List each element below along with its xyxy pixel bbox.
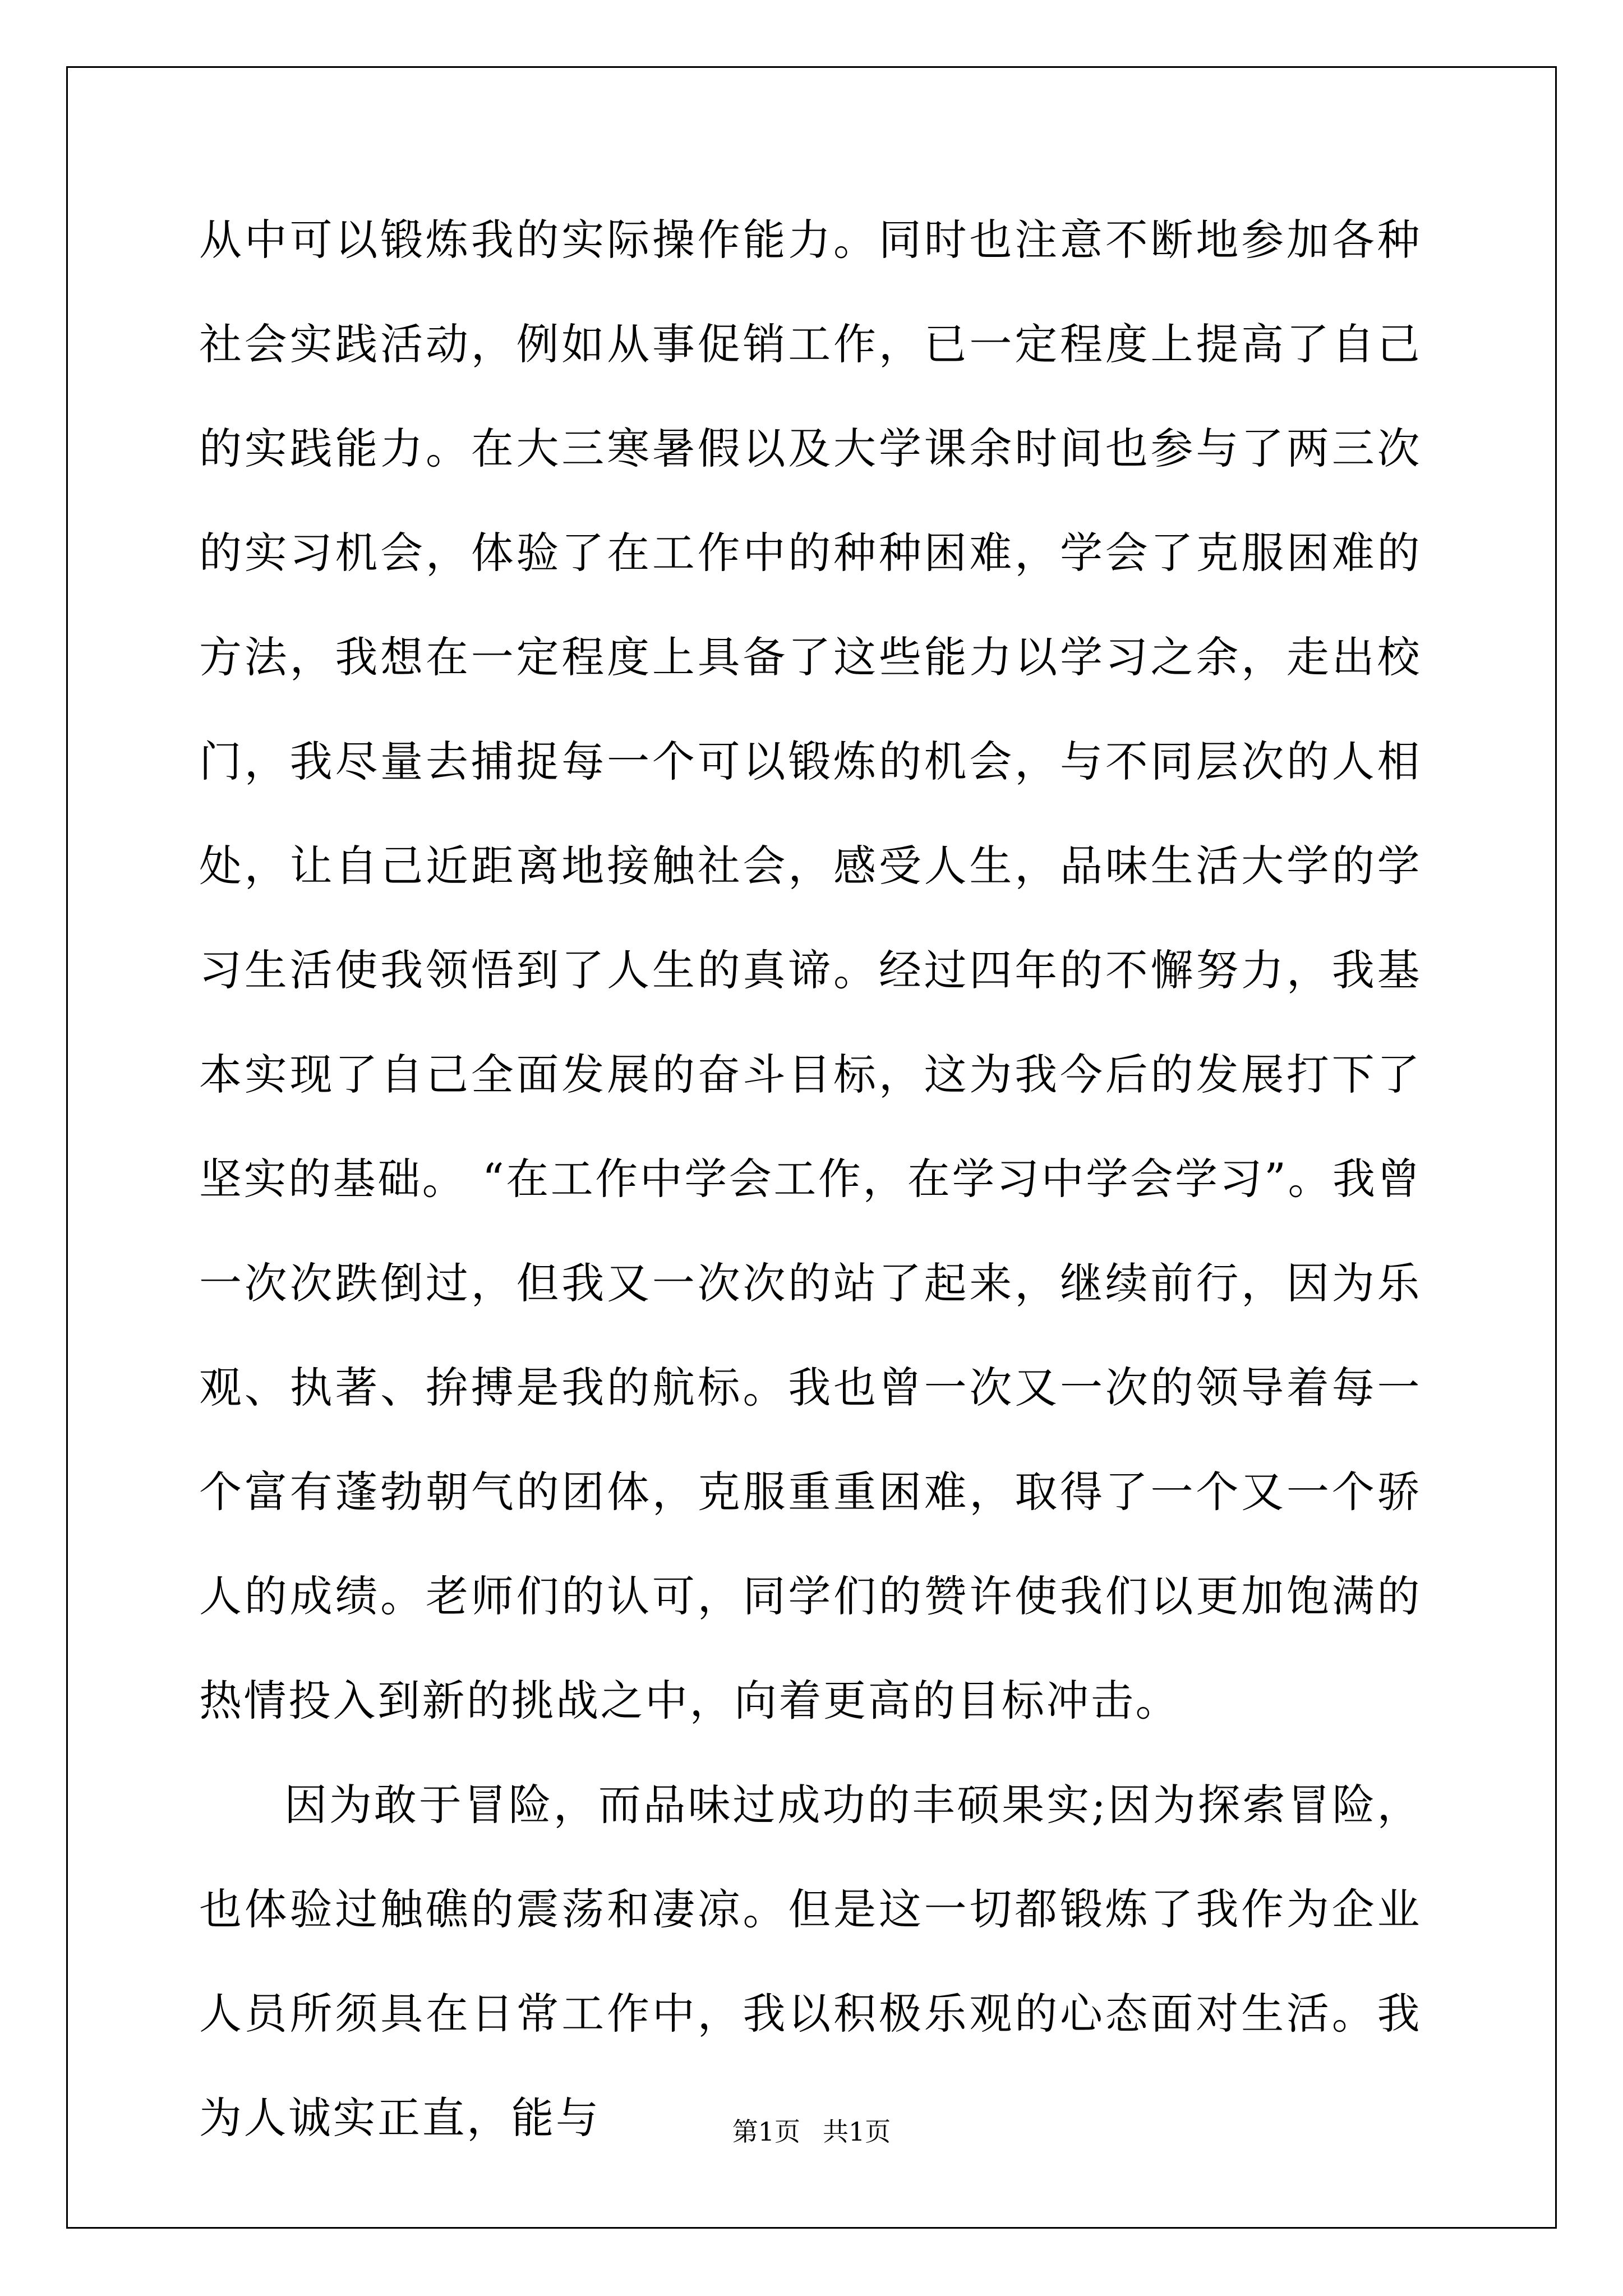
page-total: 共1页 — [823, 2116, 891, 2147]
document-body — [199, 188, 1422, 2170]
paragraph-1: 从中可以锻炼我的实际操作能力。同时也注意不断地参加各种社会实践活动，例如从事促销工作，已一定程度上提高了自己的实践能力。在大三寒暑假以及大学课余时间也参与了两三次的实习机会，体验了在工作中的种种困难，学会了克服困难的方法，我想在一定程度上具备了这些能力以学习之余，走出校门，我尽量去捕捉每一个可以锻炼的机会，与不同层次的人相处，让自己近距离地接触社会，感受人生，品味生活大学的学习生活使我领悟到了人生的真谛。经过四年的不懈努力，我基本实现了自己全面发展的奋斗目标，这为我今后的发展打下了坚实的基础。 “在工作中学会工作，在学习中学会学习”。我曾一次次跌倒过，但我又一次次的站了起来，继续前行，因为乐观、执著、拚搏是我的航标。我也曾一次又一次的领导着每一个富有蓬勃朝气的团体，克服重重困难，取得了一个又一个骄人的成绩。老师们的认可，同学们的赞许使我们以更加饱满的热情投入到新的挑战之中，向着更高的目标冲击。 — [199, 215, 1422, 1726]
page-footer — [0, 2115, 1623, 2148]
page-number: 第1页 — [732, 2116, 800, 2147]
paragraph-2: 因为敢于冒险，而品味过成功的丰硕果实;因为探索冒险，也体验过触礁的震荡和凄凉。但是这一切都锻炼了我作为企业人员所须具在日常工作中，我以积极乐观的心态面对生活。我为人诚实正直，能与 — [199, 1780, 1422, 2143]
